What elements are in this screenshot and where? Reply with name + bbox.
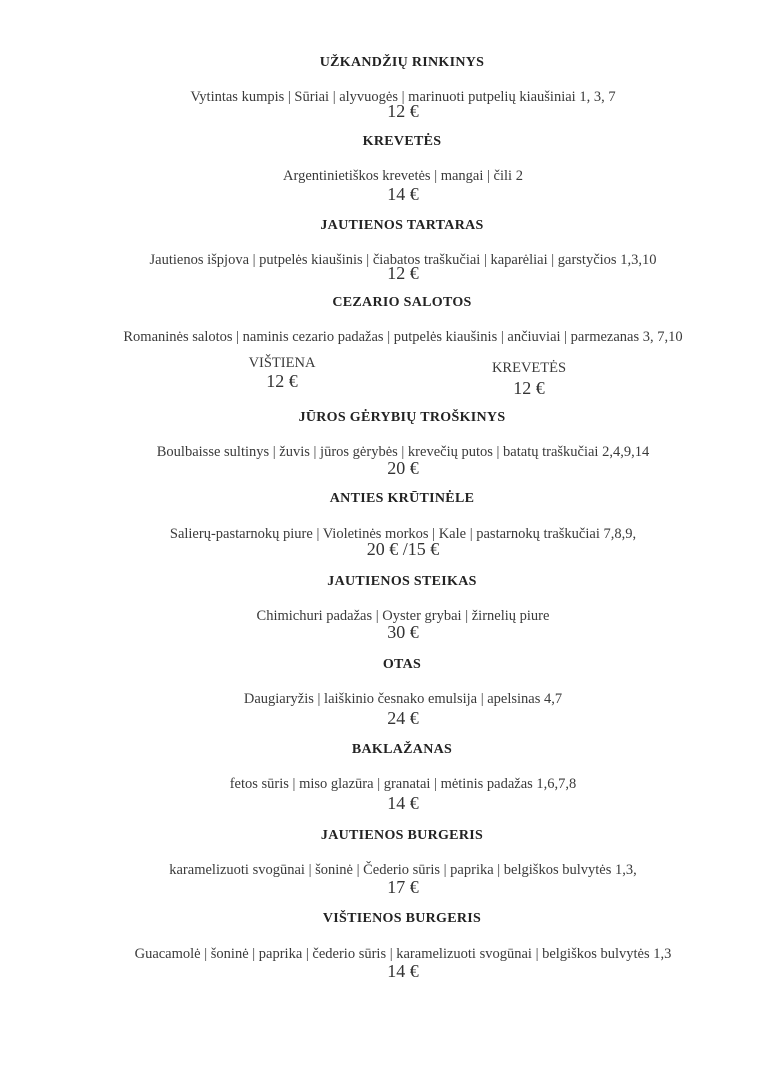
menu-item-title: JAUTIENOS BURGERIS — [320, 828, 484, 843]
menu-item-price: 20 € /15 € — [366, 539, 440, 559]
menu-item-description: Boulbaisse sultinys | žuvis | jūros gėrybės | krevečių putos | batatų traškučiai 2,4,9,14 — [156, 444, 650, 460]
menu-item-price: 14 € — [387, 184, 419, 204]
menu-item-description: Romaninės salotos | naminis cezario padažas | putpelės kiaušinis | ančiuviai | parmezanas 3, 7,10 — [123, 329, 683, 345]
menu-item-description: Salierų-pastarnokų piure | Violetinės morkos | Kale | pastarnokų traškučiai 7,8,9, — [169, 526, 637, 542]
menu-item-price: 14 € — [387, 793, 419, 813]
option-price-chicken: 12 € — [266, 371, 298, 391]
menu-item-description: Vytintas kumpis | Sūriai | alyvuogės | marinuoti putpelių kiaušiniai 1, 3, 7 — [190, 89, 616, 105]
menu-item-title: ANTIES KRŪTINĖLE — [329, 491, 475, 506]
option-label-chicken: VIŠTIENA — [248, 355, 316, 371]
menu-item-description: fetos sūris | miso glazūra | granatai | mėtinis padažas 1,6,7,8 — [229, 776, 577, 792]
menu-item-price: 24 € — [387, 708, 419, 728]
menu-item-price: 12 € — [387, 263, 419, 283]
menu-item-title: JŪROS GĖRYBIŲ TROŠKINYS — [298, 410, 506, 425]
menu-item-title: UŽKANDŽIŲ RINKINYS — [319, 55, 485, 70]
menu-item-title: JAUTIENOS TARTARAS — [320, 218, 484, 233]
menu-item-price: 20 € — [387, 458, 419, 478]
menu-item-description: Chimichuri padažas | Oyster grybai | žirnelių piure — [256, 608, 550, 624]
menu-item-price: 14 € — [387, 961, 419, 981]
menu-item-title: KREVETĖS — [362, 134, 442, 149]
menu-item-description: Jautienos išpjova | putpelės kiaušinis | čiabatos traškučiai | kaparėliai | garstyčios 1,3,10 — [149, 252, 657, 268]
menu-item-title: OTAS — [382, 657, 422, 672]
menu-item-description: Daugiaryžis | laiškinio česnako emulsija | apelsinas 4,7 — [243, 691, 563, 707]
menu-item-title: JAUTIENOS STEIKAS — [327, 574, 477, 589]
menu-item-title: BAKLAŽANAS — [351, 742, 453, 757]
option-label-shrimp: KREVETĖS — [491, 360, 567, 376]
menu-item-title: VIŠTIENOS BURGERIS — [322, 911, 482, 926]
option-price-shrimp: 12 € — [513, 378, 545, 398]
menu-item-title: CEZARIO SALOTOS — [332, 295, 472, 310]
menu-item-price: 17 € — [387, 877, 419, 897]
menu-item-price: 12 € — [387, 101, 419, 121]
menu-item-description: Argentinietiškos krevetės | mangai | čili 2 — [283, 168, 523, 184]
menu-item-description: Guacamolė | šoninė | paprika | čederio sūris | karamelizuoti svogūnai | belgiškos bulvytės 1,3 — [134, 946, 672, 962]
menu-item-description: karamelizuoti svogūnai | šoninė | Čederio sūris | paprika | belgiškos bulvytės 1,3, — [169, 862, 637, 878]
menu-item-price: 30 € — [387, 622, 419, 642]
